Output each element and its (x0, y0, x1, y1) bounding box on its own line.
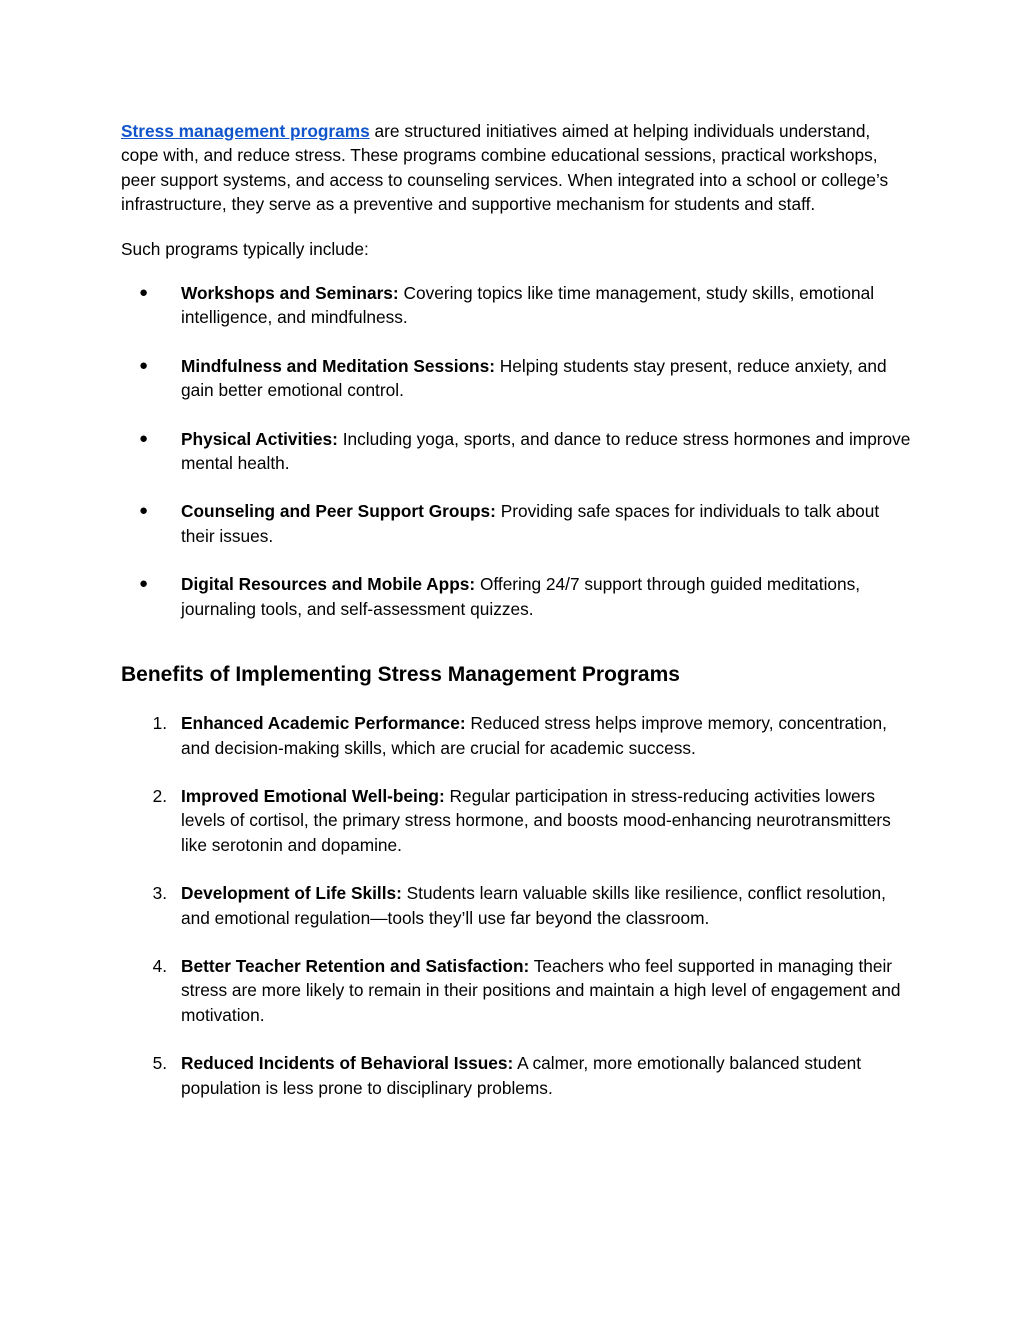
list-item (121, 281, 911, 330)
list-item (121, 784, 911, 857)
item-title: Improved Emotional Well-being: (181, 785, 445, 806)
bullet-marker: ● (139, 575, 149, 593)
item-title: Counseling and Peer Support Groups: (181, 501, 496, 522)
stress-programs-link[interactable]: Stress management programs (121, 121, 370, 141)
bullet-marker: ● (139, 356, 149, 374)
item-title: Enhanced Academic Performance: (181, 713, 466, 734)
list-item (121, 572, 911, 621)
item-text: A calmer, more emotionally balanced student population is less prone to disciplinary problems. (181, 1053, 862, 1098)
item-title: Workshops and Seminars: (181, 283, 399, 304)
number-marker: 2. (152, 785, 167, 806)
item-text: Reduced stress helps improve memory, concentration, and decision-making skills, which are crucial for academic success. (181, 713, 887, 758)
number-marker: 5. (152, 1053, 167, 1074)
number-marker: 4. (152, 955, 167, 976)
intro-paragraph (121, 119, 911, 217)
benefits-list (121, 711, 911, 1100)
bullet-marker: ● (139, 284, 149, 302)
list-item (121, 711, 911, 760)
benefits-heading: Benefits of Implementing Stress Management Programs (121, 663, 680, 687)
list-item (121, 427, 911, 476)
item-text: Teachers who feel supported in managing their stress are more likely to remain in their positions and maintain a high level of engagement and motivation. (181, 955, 901, 1025)
list-item (121, 499, 911, 548)
item-text: Covering topics like time management, study skills, emotional intelligence, and mindfulness. (181, 283, 875, 328)
document-page (121, 119, 911, 1124)
item-title: Reduced Incidents of Behavioral Issues: (181, 1053, 514, 1074)
item-text: Including yoga, sports, and dance to reduce stress hormones and improve mental health. (181, 428, 911, 474)
number-marker: 1. (152, 713, 167, 734)
list-item (121, 954, 911, 1027)
item-title: Digital Resources and Mobile Apps: (181, 574, 476, 595)
list-item (121, 354, 911, 403)
item-text: Helping students stay present, reduce anxiety, and gain better emotional control. (181, 355, 887, 401)
lead-text: Such programs typically include: (121, 238, 369, 259)
item-title: Mindfulness and Meditation Sessions: (181, 355, 495, 376)
item-text: Regular participation in stress-reducing activities lowers levels of cortisol, the primary stress hormone, and boosts mood-enhancing neurotransmitters like serotonin and dopamine. (181, 785, 891, 855)
item-title: Better Teacher Retention and Satisfaction: (181, 955, 530, 976)
item-title: Physical Activities: (181, 428, 338, 449)
bullet-marker: ● (139, 502, 149, 520)
number-marker: 3. (152, 883, 167, 904)
programs-list (121, 281, 911, 621)
item-text: Providing safe spaces for individuals to talk about their issues. (181, 501, 880, 546)
item-title: Development of Life Skills: (181, 883, 402, 904)
list-item (121, 1051, 911, 1100)
list-item (121, 881, 911, 930)
bullet-marker: ● (139, 429, 149, 447)
item-text: Offering 24/7 support through guided meditations, journaling tools, and self-assessment quizzes. (181, 574, 861, 619)
intro-text: are structured initiatives aimed at helping individuals understand, cope with, and reduce stress. These programs combine educational sessions, practical workshops, peer support systems, and access to counseling services. When integrated into a school or college’s infrastructure, they serve as a preventive and supportive mechanism for students and staff. (121, 121, 889, 215)
item-text: Students learn valuable skills like resilience, conflict resolution, and emotional regulation—tools they’ll use far beyond the classroom. (181, 883, 886, 928)
